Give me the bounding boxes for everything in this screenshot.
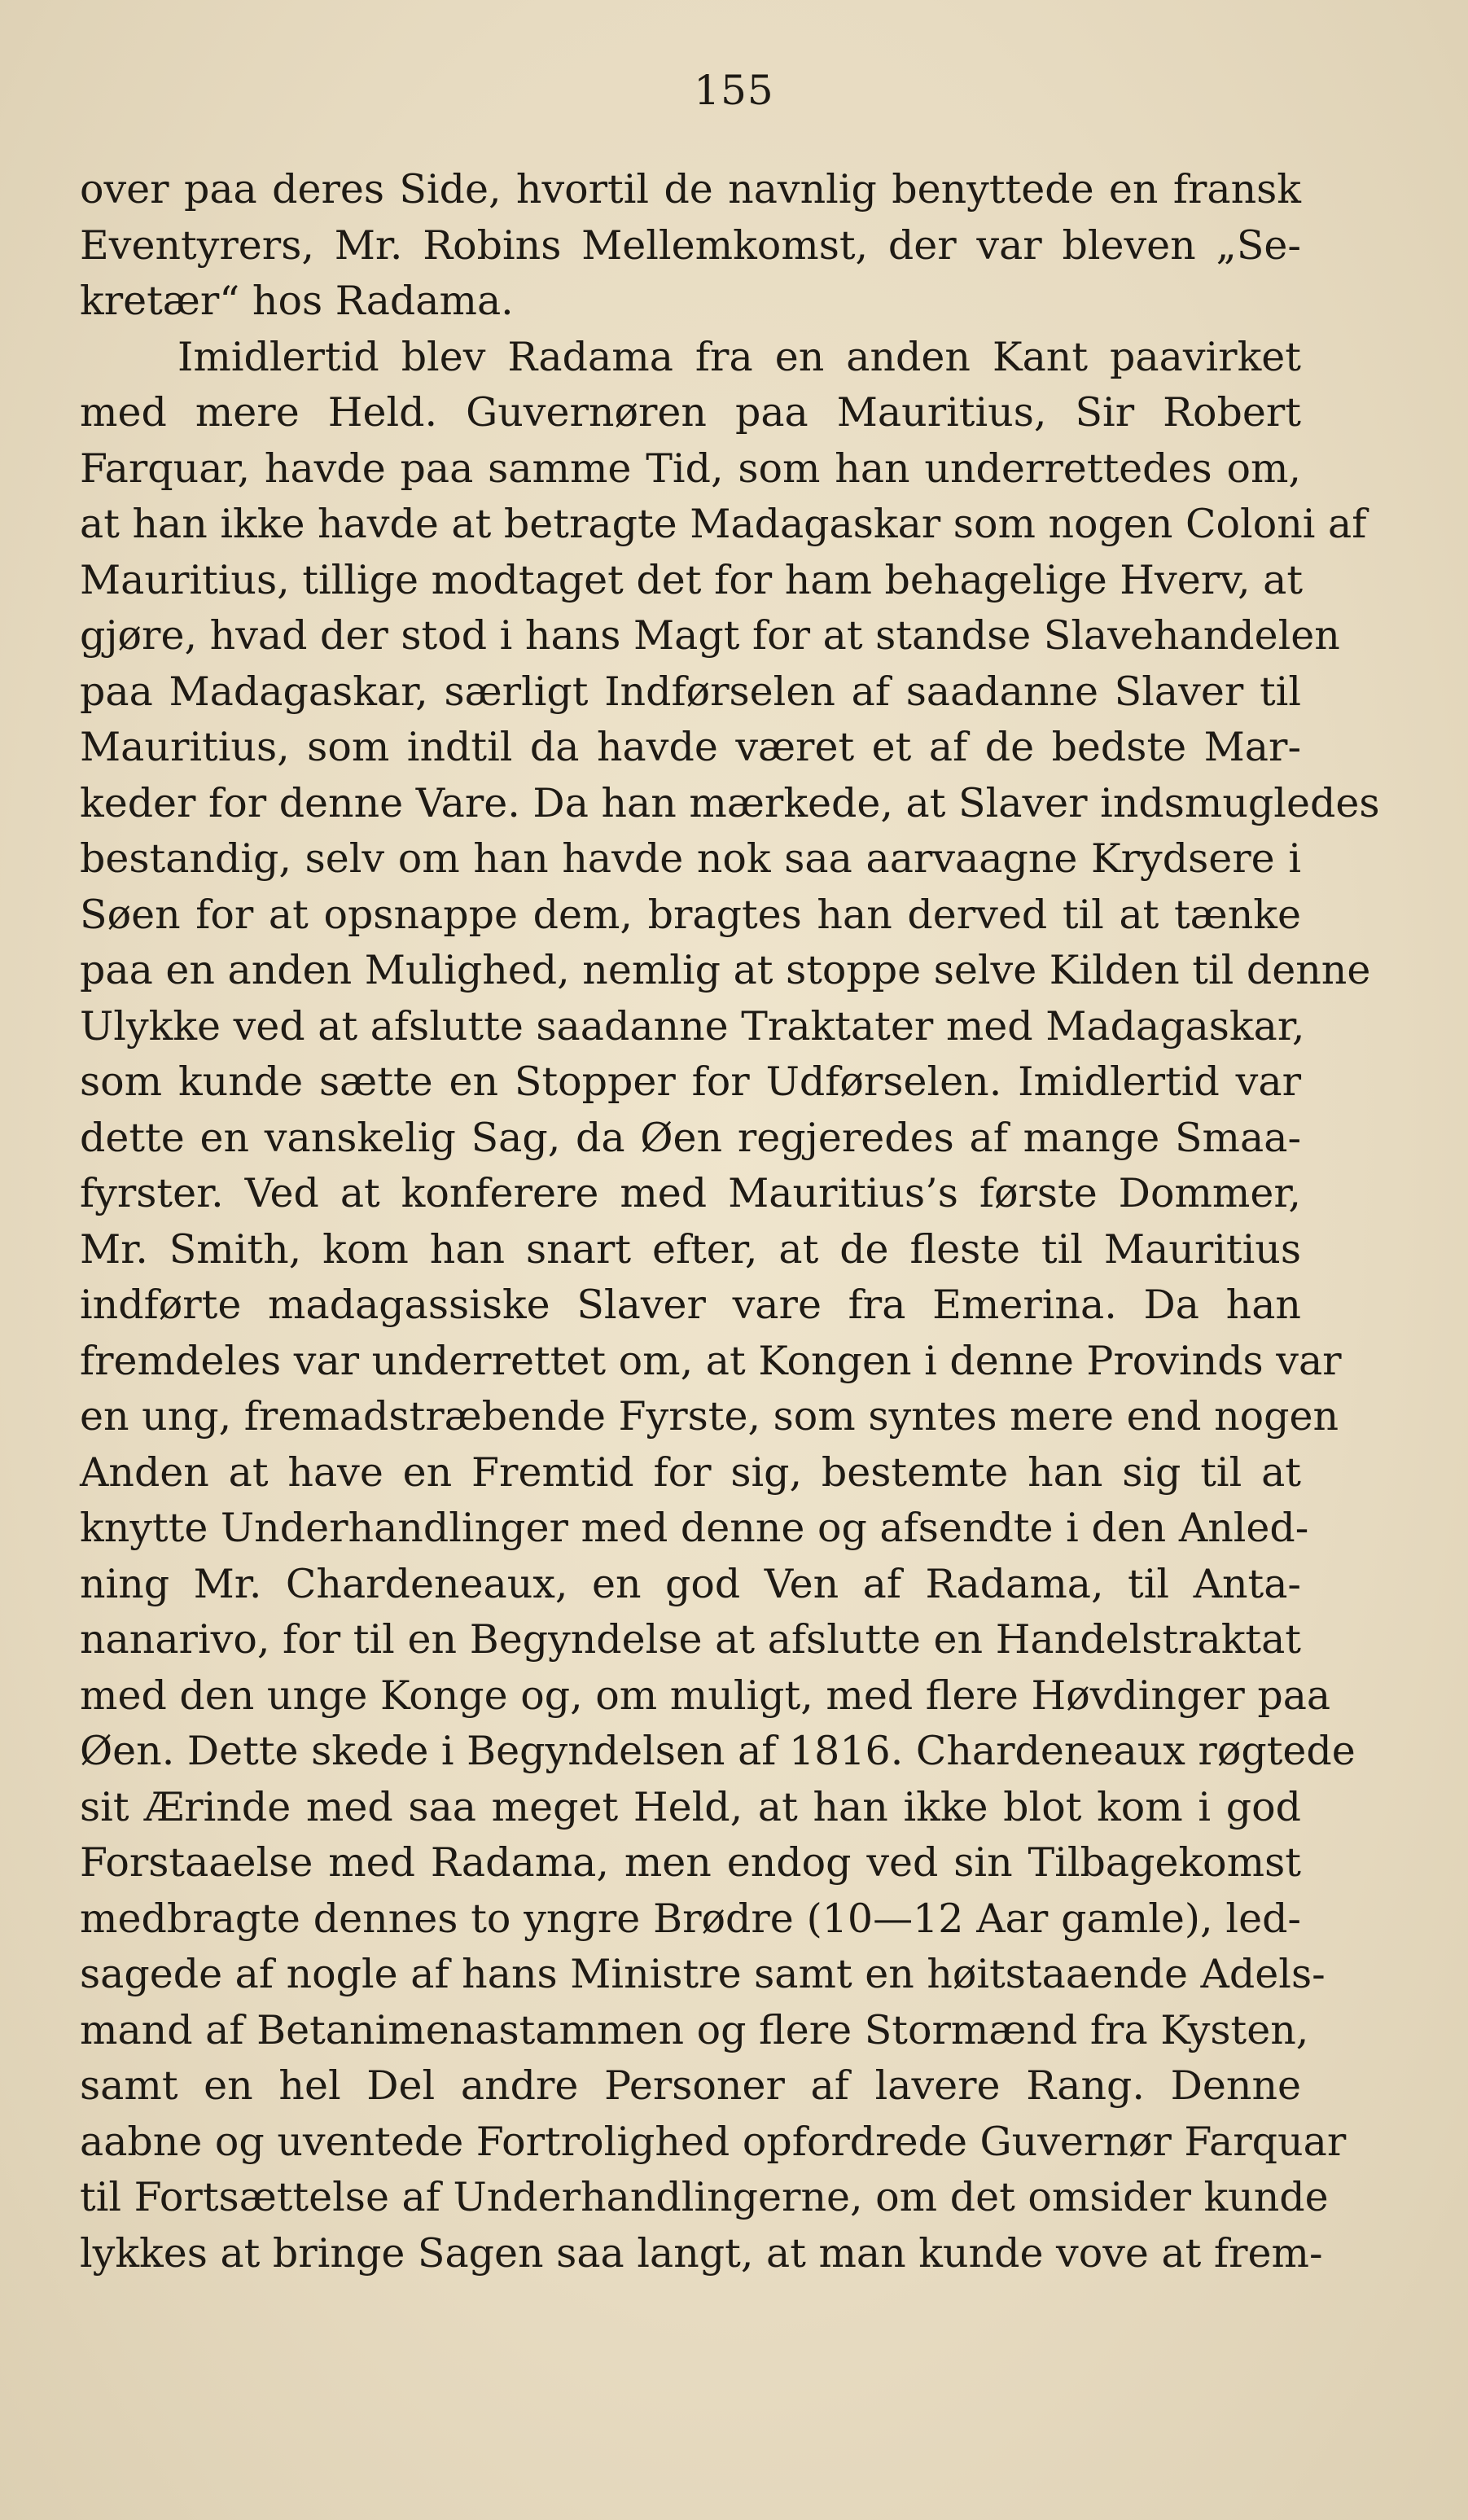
text-line: bestandig, selv om han havde nok saa aarvaagne Krydsere i: [80, 835, 1301, 882]
text-line: Mauritius, som indtil da havde været et af de bedste Mar-: [80, 724, 1301, 770]
text-line: medbragte dennes to yngre Brødre (10—12 Aar gamle), led-: [80, 1895, 1301, 1942]
text-line: mand af Betanimenastammen og flere Stormænd fra Kysten,: [80, 2006, 1309, 2053]
page-number: 155: [694, 67, 774, 114]
text-line: med den unge Konge og, om muligt, med flere Høvdinger paa: [80, 1672, 1331, 1719]
text-line: Forstaaelse med Radama, men endog ved sin Tilbagekomst: [80, 1839, 1301, 1886]
text-line: kretær“ hos Radama.: [80, 278, 514, 324]
text-line: Eventyrers, Mr. Robins Mellemkomst, der var bleven „Se-: [80, 221, 1301, 269]
body-text: [80, 162, 1380, 2281]
text-line: sagede af nogle af hans Ministre samt en høitstaaende Adels-: [80, 1951, 1326, 1997]
text-line: keder for denne Vare. Da han mærkede, at Slaver indsmugledes: [80, 779, 1380, 826]
text-line: Øen. Dette skede i Begyndelsen af 1816. Chardeneaux røgtede: [80, 1728, 1356, 1774]
text-line: samt en hel Del andre Personer af lavere Rang. Denne: [80, 2062, 1301, 2109]
text-line: fremdeles var underrettet om, at Kongen i denne Provinds var: [80, 1337, 1342, 1384]
text-line: en ung, fremadstræbende Fyrste, som syntes mere end nogen: [80, 1393, 1339, 1440]
text-line: Anden at have en Fremtid for sig, bestemte han sig til at: [80, 1448, 1301, 1496]
text-line: Farquar, havde paa samme Tid, som han underrettedes om,: [80, 445, 1301, 492]
text-line: sit Ærinde med saa meget Held, at han ikke blot kom i god: [80, 1783, 1301, 1830]
text-line: med mere Held. Guvernøren paa Mauritius, Sir Robert: [80, 389, 1301, 436]
text-line: til Fortsættelse af Underhandlingerne, om det omsider kunde: [80, 2174, 1329, 2220]
text-line: lykkes at bringe Sagen saa langt, at man kunde vove at frem-: [80, 2229, 1323, 2277]
text-line: Mr. Smith, kom han snart efter, at de fleste til Mauritius: [80, 1225, 1301, 1273]
text-line: over paa deres Side, hvortil de navnlig benyttede en fransk: [80, 166, 1301, 213]
text-line: ning Mr. Chardeneaux, en god Ven af Radama, til Anta-: [80, 1560, 1301, 1607]
text-line: gjøre, hvad der stod i hans Magt for at standse Slavehandelen: [80, 612, 1340, 659]
text-line: paa en anden Mulighed, nemlig at stoppe selve Kilden til denne: [80, 947, 1371, 993]
text-line: nanarivo, for til en Begyndelse at afslutte en Handelstraktat: [80, 1616, 1301, 1663]
text-line: som kunde sætte en Stopper for Udførselen. Imidlertid var: [80, 1058, 1301, 1105]
text-line: Imidlertid blev Radama fra en anden Kant paavirket: [177, 333, 1301, 380]
text-line: Ulykke ved at afslutte saadanne Traktater med Madagaskar,: [80, 1002, 1305, 1050]
text-line: at han ikke havde at betragte Madagaskar som nogen Coloni af: [80, 501, 1367, 547]
text-line: fyrster. Ved at konferere med Mauritius’s første Dommer,: [80, 1170, 1301, 1216]
text-line: paa Madagaskar, særligt Indførselen af saadanne Slaver til: [80, 668, 1301, 715]
text-line: dette en vanskelig Sag, da Øen regjeredes af mange Smaa-: [80, 1114, 1301, 1161]
text-line: Mauritius, tillige modtaget det for ham behagelige Hverv, at: [80, 556, 1304, 603]
text-line: indførte madagassiske Slaver vare fra Emerina. Da han: [80, 1282, 1301, 1328]
text-line: aabne og uventede Fortrolighed opfordrede Guvernør Farquar: [80, 2118, 1347, 2165]
text-line: Søen for at opsnappe dem, bragtes han derved til at tænke: [80, 891, 1301, 938]
text-line: knytte Underhandlinger med denne og afsendte i den Anled-: [80, 1505, 1309, 1551]
